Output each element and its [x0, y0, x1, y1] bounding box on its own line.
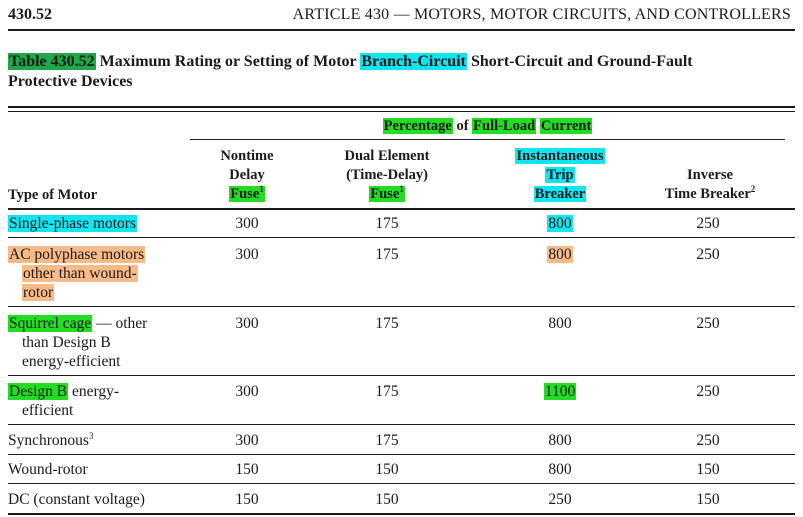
row-synchronous-label: Synchronous: [8, 432, 89, 449]
section-number: 430.52: [8, 6, 52, 23]
group-word-of: of: [456, 118, 469, 134]
col-instant-line2: Trip: [546, 167, 574, 183]
row-ac-poly-line1: AC polyphase motors: [9, 246, 145, 263]
col-nontime-fuse: Fuse: [230, 186, 260, 202]
article-title: ARTICLE 430 — MOTORS, MOTOR CIRCUITS, AND CONTROLLERS: [292, 6, 791, 23]
table-row-type: [8, 460, 178, 479]
table-bottom-rule: [8, 513, 795, 515]
row-squirrel-rest: — other: [92, 315, 148, 332]
row1-instant: [520, 214, 600, 233]
row-squirrel-line3: energy-efficient: [22, 353, 121, 370]
col-inverse-line2: Time Breaker: [664, 186, 751, 202]
col-nontime-line2: Delay: [229, 167, 265, 183]
row-wound-rotor-label: Wound-rotor: [8, 461, 88, 478]
row-ac-poly-line3: rotor: [23, 284, 54, 301]
title-part1: Maximum Rating or Setting of Motor: [99, 53, 357, 70]
col-type-of-motor: Type of Motor: [8, 187, 98, 203]
row7-nontime: 150: [235, 491, 259, 508]
title-line2: Protective Devices: [8, 73, 133, 90]
row-divider: [8, 375, 795, 376]
footnote-2: 2: [750, 184, 756, 195]
row6-nontime: 150: [235, 461, 259, 478]
header-rule: [8, 29, 795, 31]
col-dual-line2: (Time-Delay): [346, 167, 428, 183]
table-top-rule: [8, 106, 795, 108]
table-top-rule-2: [8, 111, 795, 112]
group-header: [190, 117, 785, 136]
row-design-b-rest: energy-: [68, 383, 120, 400]
col-dual-fuse: Fuse: [370, 186, 400, 202]
title-highlight: Branch-Circuit: [361, 53, 466, 70]
table-title: [8, 52, 788, 92]
table-row-type: [8, 214, 178, 233]
col-dual-line1: Dual Element: [344, 148, 430, 164]
col-dual-element-fuse: [322, 147, 452, 204]
col-inverse-time-breaker: [645, 166, 775, 204]
row-design-b-label: Design B: [9, 383, 68, 400]
row6-inverse: 150: [696, 461, 720, 478]
row-divider: [8, 306, 795, 307]
row4-inverse: 250: [696, 383, 720, 400]
row1-nontime: 300: [235, 215, 259, 232]
title-part2: Short-Circuit and Ground-Fault: [470, 53, 693, 70]
row5-instant: 800: [548, 432, 572, 449]
row-divider: [8, 454, 795, 455]
col-instantaneous-trip-breaker: [490, 147, 630, 204]
row-single-phase-label: Single-phase motors: [9, 215, 136, 232]
row-divider: [8, 483, 795, 484]
row5-dual: 175: [375, 432, 399, 449]
row7-inverse: 150: [696, 491, 720, 508]
table-row-type: [8, 382, 178, 420]
table-row-type: [8, 490, 178, 509]
row-squirrel-line2: than Design B: [22, 334, 111, 351]
group-rule: [190, 139, 785, 140]
row6-instant: 800: [548, 461, 572, 478]
row6-dual: 150: [375, 461, 399, 478]
col-nontime-line1: Nontime: [220, 148, 274, 164]
footnote-1: 1: [259, 184, 264, 195]
row-design-b-line2: efficient: [22, 402, 74, 419]
row7-instant: 250: [548, 491, 572, 508]
row3-nontime: 300: [235, 315, 259, 332]
row-ac-poly-line2: other than wound-: [23, 265, 137, 282]
row2-instant: [520, 245, 600, 264]
table-row-type: [8, 314, 178, 371]
row4-instant: [520, 382, 600, 401]
col-instant-line1: Instantaneous: [516, 148, 604, 164]
row4-instant-value: 1100: [544, 383, 576, 400]
row2-instant-value: 800: [548, 246, 572, 263]
row3-dual: 175: [375, 315, 399, 332]
row1-instant-value: 800: [548, 215, 572, 232]
row1-dual: 175: [375, 215, 399, 232]
row-dc-label: DC (constant voltage): [8, 491, 145, 508]
row1-inverse: 250: [696, 215, 720, 232]
table-number: Table 430.52: [9, 53, 95, 70]
col-instant-line3: Breaker: [534, 186, 586, 202]
row3-instant: 800: [548, 315, 572, 332]
table-row-type: [8, 431, 178, 450]
col-inverse-line1: Inverse: [687, 167, 733, 183]
col-nontime-delay-fuse: [187, 147, 307, 204]
group-word-percentage: Percentage: [383, 118, 452, 134]
row7-dual: 150: [375, 491, 399, 508]
row2-dual: 175: [375, 246, 399, 263]
row5-nontime: 300: [235, 432, 259, 449]
row4-dual: 175: [375, 383, 399, 400]
footnote-3: 3: [88, 430, 94, 441]
row-divider: [8, 424, 795, 425]
row4-nontime: 300: [235, 383, 259, 400]
group-word-full-load: Full-Load: [473, 118, 536, 134]
row5-inverse: 250: [696, 432, 720, 449]
row-squirrel-cage-label: Squirrel cage: [9, 315, 92, 332]
row-divider: [8, 237, 795, 238]
table-row-type: [8, 245, 178, 302]
row2-inverse: 250: [696, 246, 720, 263]
row2-nontime: 300: [235, 246, 259, 263]
header-bottom-rule: [8, 208, 795, 210]
footnote-1b: 1: [399, 184, 404, 195]
group-word-current: Current: [540, 118, 592, 134]
row3-inverse: 250: [696, 315, 720, 332]
